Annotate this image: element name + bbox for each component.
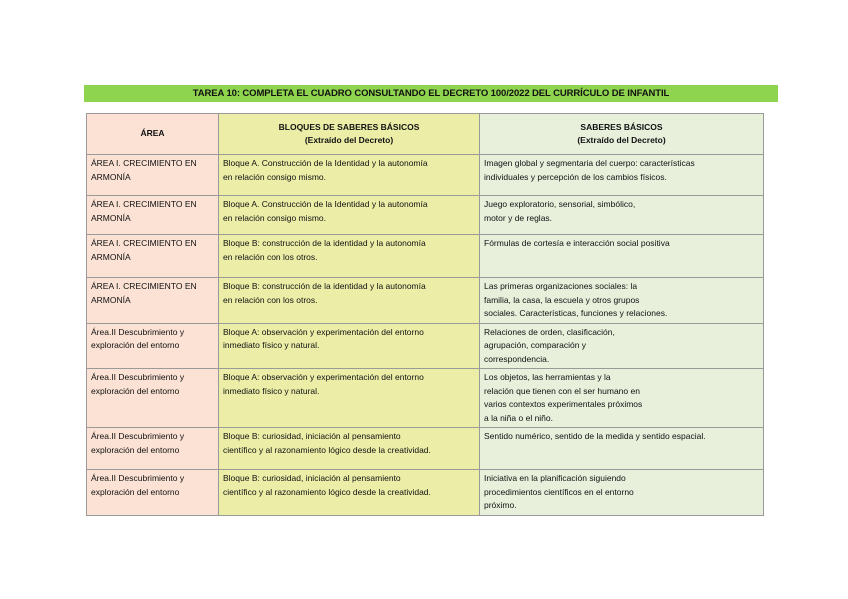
saber-cell (480, 278, 764, 324)
area-cell-line: ARMONÍA (91, 171, 131, 182)
bloque-cell (219, 155, 480, 196)
area-cell (87, 428, 219, 470)
bloque-cell-line: Bloque B: curiosidad, iniciación al pensamiento (223, 473, 401, 483)
saber-cell-line: Sentido numérico, sentido de la medida y sentido espacial. (484, 431, 706, 441)
area-cell-line: exploración del entorno (91, 340, 180, 350)
bloque-cell-line: en relación con los otros. (223, 294, 318, 305)
area-cell-line: ARMONÍA (91, 251, 131, 262)
area-cell-line: ÁREA I. CRECIMIENTO EN (91, 238, 197, 248)
area-cell (87, 235, 219, 278)
saber-cell-line: Iniciativa en la planificación siguiendo (484, 473, 626, 483)
saber-cell-line: individuales y percepción de los cambios físicos. (484, 171, 667, 182)
bloque-cell (219, 323, 480, 369)
saber-cell-line: Juego exploratorio, sensorial, simbólico, (484, 199, 636, 209)
saber-cell-line: motor y de reglas. (484, 212, 553, 223)
bloque-cell-line: inmediato físico y natural. (223, 340, 320, 350)
saber-cell-line: relación que tienen con el ser humano en (484, 385, 640, 396)
table-row (87, 369, 764, 428)
area-cell-line: ÁREA I. CRECIMIENTO EN (91, 281, 197, 291)
header-bloques-sub: (Extraído del Decreto) (304, 135, 394, 145)
bloque-cell-line: científico y al razonamiento lógico desde la creatividad. (223, 486, 431, 497)
area-cell (87, 470, 219, 516)
header-bloques-title: BLOQUES DE SABERES BÁSICOS (278, 121, 420, 132)
saber-cell-line: próximo. (484, 500, 517, 510)
bloque-cell (219, 470, 480, 516)
saber-cell-line: procedimientos científicos en el entorno (484, 486, 634, 497)
bloque-cell-line: Bloque A: observación y experimentación del entorno (223, 372, 424, 382)
header-saberes-sub: (Extraído del Decreto) (577, 135, 666, 145)
area-cell (87, 155, 219, 196)
bloque-cell-line: en relación consigo mismo. (223, 171, 326, 182)
area-cell (87, 278, 219, 324)
curriculum-table (86, 113, 764, 516)
bloque-cell (219, 196, 480, 235)
saber-cell (480, 428, 764, 470)
area-cell-line: Área.II Descubrimiento y (91, 326, 185, 337)
bloque-cell (219, 369, 480, 428)
bloque-cell (219, 278, 480, 324)
saber-cell (480, 323, 764, 369)
saber-cell (480, 235, 764, 278)
saber-cell-line: Relaciones de orden, clasificación, (484, 326, 615, 337)
area-cell (87, 323, 219, 369)
saber-cell (480, 470, 764, 516)
table-row (87, 323, 764, 369)
table-row (87, 235, 764, 278)
bloque-cell-line: en relación con los otros. (223, 251, 318, 262)
table-row (87, 196, 764, 235)
table-row (87, 428, 764, 470)
task-title: TAREA 10: COMPLETA EL CUADRO CONSULTANDO EL DECRETO 100/2022 DEL CURRÍCULO DE INFANTIL (84, 85, 778, 102)
area-cell-line: Área.II Descubrimiento y (91, 372, 185, 382)
table-row (87, 155, 764, 196)
bloque-cell-line: Bloque A: observación y experimentación del entorno (223, 326, 424, 337)
area-cell-line: Área.II Descubrimiento y (91, 431, 185, 441)
saber-cell-line: a la niña o el niño. (484, 412, 553, 423)
saber-cell-line: Imagen global y segmentaria del cuerpo: características (484, 158, 695, 168)
bloque-cell (219, 428, 480, 470)
saber-cell-line: agrupación, comparación y (484, 340, 587, 350)
area-cell-line: exploración del entorno (91, 486, 180, 497)
area-cell (87, 369, 219, 428)
saber-cell-line: Los objetos, las herramientas y la (484, 372, 611, 382)
saber-cell-line: Las primeras organizaciones sociales: la (484, 281, 638, 291)
area-cell-line: exploración del entorno (91, 444, 180, 455)
area-cell-line: Área.II Descubrimiento y (91, 473, 185, 483)
bloque-cell-line: científico y al razonamiento lógico desde la creatividad. (223, 444, 431, 455)
bloque-cell-line: en relación consigo mismo. (223, 212, 326, 223)
area-cell-line: ARMONÍA (91, 294, 131, 305)
header-area: ÁREA (87, 114, 219, 155)
saber-cell-line: varios contextos experimentales próximos (484, 399, 643, 409)
area-cell-line: ÁREA I. CRECIMIENTO EN (91, 199, 197, 209)
area-cell-line: exploración del entorno (91, 385, 180, 396)
bloque-cell-line: Bloque B: construcción de la identidad y la autonomía (223, 238, 426, 248)
saber-cell-line: familia, la casa, la escuela y otros grupos (484, 294, 640, 305)
saber-cell (480, 155, 764, 196)
area-cell-line: ÁREA I. CRECIMIENTO EN (91, 158, 197, 168)
bloque-cell-line: Bloque B: curiosidad, iniciación al pensamiento (223, 431, 401, 441)
header-saberes (480, 114, 764, 155)
saber-cell-line: sociales. Características, funciones y relaciones. (484, 308, 668, 318)
bloque-cell-line: Bloque A. Construcción de la Identidad y la autonomía (223, 158, 428, 168)
bloque-cell-line: inmediato físico y natural. (223, 385, 320, 396)
saber-cell (480, 196, 764, 235)
area-cell-line: ARMONÍA (91, 212, 131, 223)
saber-cell-line: Fórmulas de cortesía e interacción social positiva (484, 238, 670, 248)
bloque-cell (219, 235, 480, 278)
bloque-cell-line: Bloque B: construcción de la identidad y la autonomía (223, 281, 426, 291)
table-row (87, 470, 764, 516)
header-bloques (219, 114, 480, 155)
header-saberes-title: SABERES BÁSICOS (580, 121, 663, 132)
saber-cell (480, 369, 764, 428)
table-row (87, 278, 764, 324)
saber-cell-line: correspondencia. (484, 353, 550, 364)
area-cell (87, 196, 219, 235)
bloque-cell-line: Bloque A. Construcción de la Identidad y la autonomía (223, 199, 428, 209)
header-row (87, 114, 764, 155)
